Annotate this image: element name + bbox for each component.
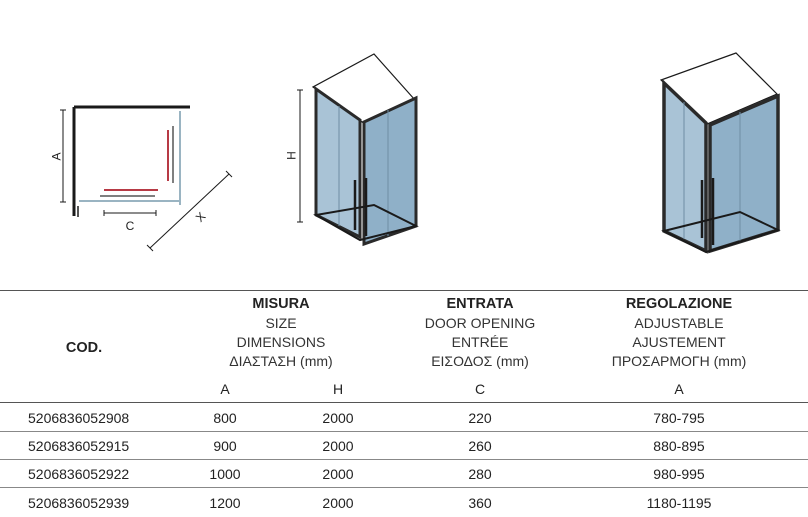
measure-header-line-3: ΔΙΑΣΤΑΣΗ (mm) [229, 353, 333, 369]
row-2-h: 2000 [322, 438, 354, 454]
row-divider [0, 459, 808, 460]
subheader-c: C [474, 381, 486, 397]
row-3-a: 1000 [209, 466, 241, 482]
row-1-a: 800 [213, 410, 237, 426]
plan-view-diagram [60, 107, 232, 251]
subheader-a: A [220, 381, 230, 397]
measure-header-line-2: DIMENSIONS [236, 334, 326, 350]
row-1-h: 2000 [322, 410, 354, 426]
row-4-h: 2000 [322, 495, 354, 511]
enclosure-3d-diagram [297, 54, 416, 244]
measure-header-line-1: SIZE [265, 315, 297, 331]
entrance-header-title: ENTRATA [446, 296, 514, 312]
row-1-c: 220 [468, 410, 492, 426]
entrance-header-line-3: ΕΙΣΟΔΟΣ (mm) [431, 353, 529, 369]
adjust-header-title: REGOLAZIONE [625, 296, 733, 312]
dimension-label-h: H [284, 151, 299, 160]
row-1-code: 5206836052908 [28, 410, 130, 426]
row-divider [0, 431, 808, 432]
row-2-code: 5206836052915 [28, 438, 130, 454]
dimension-label-c: C [125, 219, 135, 233]
dimension-label-a: A [49, 152, 64, 161]
entrance-header-line-1: DOOR OPENING [424, 315, 536, 331]
row-4-code: 5206836052939 [28, 495, 130, 511]
adjust-header-line-2: AJUSTEMENT [632, 334, 726, 350]
row-3-code: 5206836052922 [28, 466, 130, 482]
row-3-h: 2000 [322, 466, 354, 482]
row-2-adjust: 880-895 [653, 438, 705, 454]
row-divider [0, 487, 808, 488]
row-1-adjust: 780-795 [653, 410, 705, 426]
subheader-a-adjust: A [674, 381, 684, 397]
row-2-a: 900 [213, 438, 237, 454]
enclosure-3d-view-alt [661, 53, 778, 252]
row-3-c: 280 [468, 466, 492, 482]
row-4-c: 360 [468, 495, 492, 511]
adjust-header-line-1: ADJUSTABLE [634, 315, 724, 331]
adjust-header-line-3: ΠΡΟΣΑΡΜΟΓΗ (mm) [611, 353, 747, 369]
measure-header-title: MISURA [252, 296, 310, 312]
cod-header: COD. [65, 340, 103, 356]
row-4-a: 1200 [209, 495, 241, 511]
table-top-rule [0, 290, 808, 291]
dimension-label-x: X [192, 209, 209, 225]
subheader-h: H [332, 381, 344, 397]
row-4-adjust: 1180-1195 [646, 495, 712, 511]
row-3-adjust: 980-995 [653, 466, 705, 482]
header-bottom-rule [0, 402, 808, 403]
entrance-header-line-2: ENTRÉE [451, 334, 509, 350]
row-2-c: 260 [468, 438, 492, 454]
